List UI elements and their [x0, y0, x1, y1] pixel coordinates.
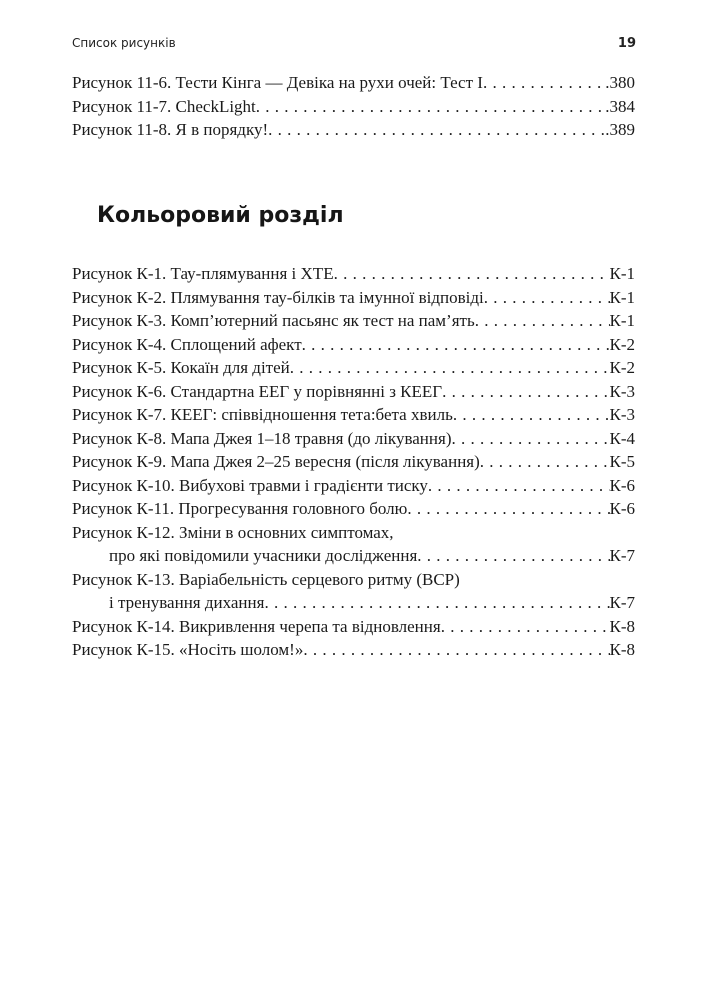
- entry-page: К-2: [609, 358, 635, 377]
- figure-entry: [72, 615, 635, 639]
- figure-list-continued: [72, 71, 635, 142]
- entry-label: Рисунок 11-7. CheckLight: [72, 96, 256, 116]
- running-title: Список рисунків: [72, 36, 176, 50]
- dot-leader: [264, 591, 609, 615]
- dot-leader: [441, 615, 610, 639]
- entry-label: Рисунок К-6. Стандартна ЕЕГ у порівнянні з КЕЕГ: [72, 381, 443, 401]
- entry-label: Рисунок К-8. Мапа Джея 1–18 травня (до лікування): [72, 428, 452, 448]
- dot-leader: [453, 403, 610, 427]
- figure-entry: [72, 71, 635, 95]
- figure-entry: [72, 497, 635, 521]
- dot-leader: [303, 638, 609, 662]
- entry-page: .380: [605, 73, 635, 92]
- dot-leader: [268, 118, 605, 142]
- entry-label: Рисунок К-7. КЕЕГ: співвідношення тета:бета хвиль: [72, 405, 453, 424]
- entry-page: К-3: [609, 381, 635, 401]
- section-title: Кольоровий розділ: [97, 203, 344, 228]
- figure-entry: [72, 450, 635, 474]
- figure-entry: [72, 427, 635, 451]
- entry-page: .384: [605, 96, 635, 116]
- figure-entry: [72, 356, 635, 380]
- entry-label-line2: про які повідомили учасники дослідження: [109, 546, 418, 565]
- figure-entry: [72, 380, 635, 404]
- figure-entry: [72, 286, 635, 310]
- page-number: 19: [617, 36, 636, 51]
- entry-page: .389: [605, 120, 635, 139]
- entry-label: Рисунок 11-8. Я в порядку!: [72, 120, 269, 139]
- figure-entry-multiline: [72, 568, 635, 615]
- entry-page: К-5: [609, 452, 635, 471]
- entry-page: К-3: [609, 405, 635, 424]
- figure-entry-multiline: [72, 521, 635, 568]
- figure-entry: [72, 95, 635, 119]
- dot-leader: [480, 450, 610, 474]
- dot-leader: [302, 333, 610, 357]
- dot-leader: [256, 95, 605, 119]
- entry-page: К-7: [609, 546, 635, 565]
- dot-leader: [290, 356, 610, 380]
- dot-leader: [428, 474, 610, 498]
- entry-label-line1: Рисунок К-13. Варіабельність серцевого ритму (ВСР): [72, 569, 460, 589]
- entry-label: Рисунок К-4. Сплощений афект: [72, 334, 302, 354]
- entry-page: К-4: [609, 428, 635, 448]
- figure-entry: [72, 403, 635, 427]
- entry-label: Рисунок К-2. Плямування тау-білків та імунної відповіді: [72, 287, 484, 307]
- entry-label: Рисунок К-14. Викривлення черепа та відновлення: [72, 616, 441, 636]
- entry-label: Рисунок К-15. «Носіть шолом!»: [72, 640, 304, 659]
- dot-leader: [334, 262, 610, 286]
- dot-leader: [483, 71, 605, 95]
- entry-label: Рисунок К-10. Вибухові травми і градієнти тиску: [72, 475, 428, 495]
- dot-leader: [451, 427, 609, 451]
- entry-label: Рисунок К-9. Мапа Джея 2–25 вересня (після лікування): [72, 452, 480, 471]
- figure-entry: [72, 118, 635, 142]
- dot-leader: [475, 309, 610, 333]
- entry-label-line1: Рисунок К-12. Зміни в основних симптомах,: [72, 522, 394, 542]
- entry-label: Рисунок К-3. Комп’ютерний пасьянс як тест на пам’ять: [72, 311, 475, 330]
- entry-label-line2: і тренування дихання: [109, 593, 265, 612]
- entry-page: К-2: [609, 334, 635, 354]
- figure-entry: [72, 262, 635, 286]
- entry-page: К-6: [609, 499, 635, 518]
- dot-leader: [417, 544, 609, 568]
- running-header: [72, 36, 636, 51]
- figure-entry: [72, 638, 635, 662]
- entry-label: Рисунок К-11. Прогресування головного болю: [72, 499, 408, 518]
- entry-page: К-6: [609, 475, 635, 495]
- entry-label: Рисунок К-5. Кокаїн для дітей: [72, 358, 290, 377]
- figure-entry: [72, 309, 635, 333]
- colour-section-list: [72, 262, 635, 662]
- figure-entry: [72, 474, 635, 498]
- entry-page: К-8: [609, 640, 635, 659]
- dot-leader: [407, 497, 609, 521]
- dot-leader: [484, 286, 610, 310]
- entry-label: Рисунок К-1. Тау-плямування і ХТЕ: [72, 264, 334, 283]
- entry-page: К-1: [609, 264, 635, 283]
- entry-page: К-8: [609, 616, 635, 636]
- figure-entry: [72, 333, 635, 357]
- entry-page: К-1: [609, 287, 635, 307]
- entry-label: Рисунок 11-6. Тести Кінга — Девіка на рухи очей: Тест I: [72, 73, 483, 92]
- entry-page: К-7: [609, 593, 635, 612]
- dot-leader: [442, 380, 609, 404]
- entry-page: К-1: [609, 311, 635, 330]
